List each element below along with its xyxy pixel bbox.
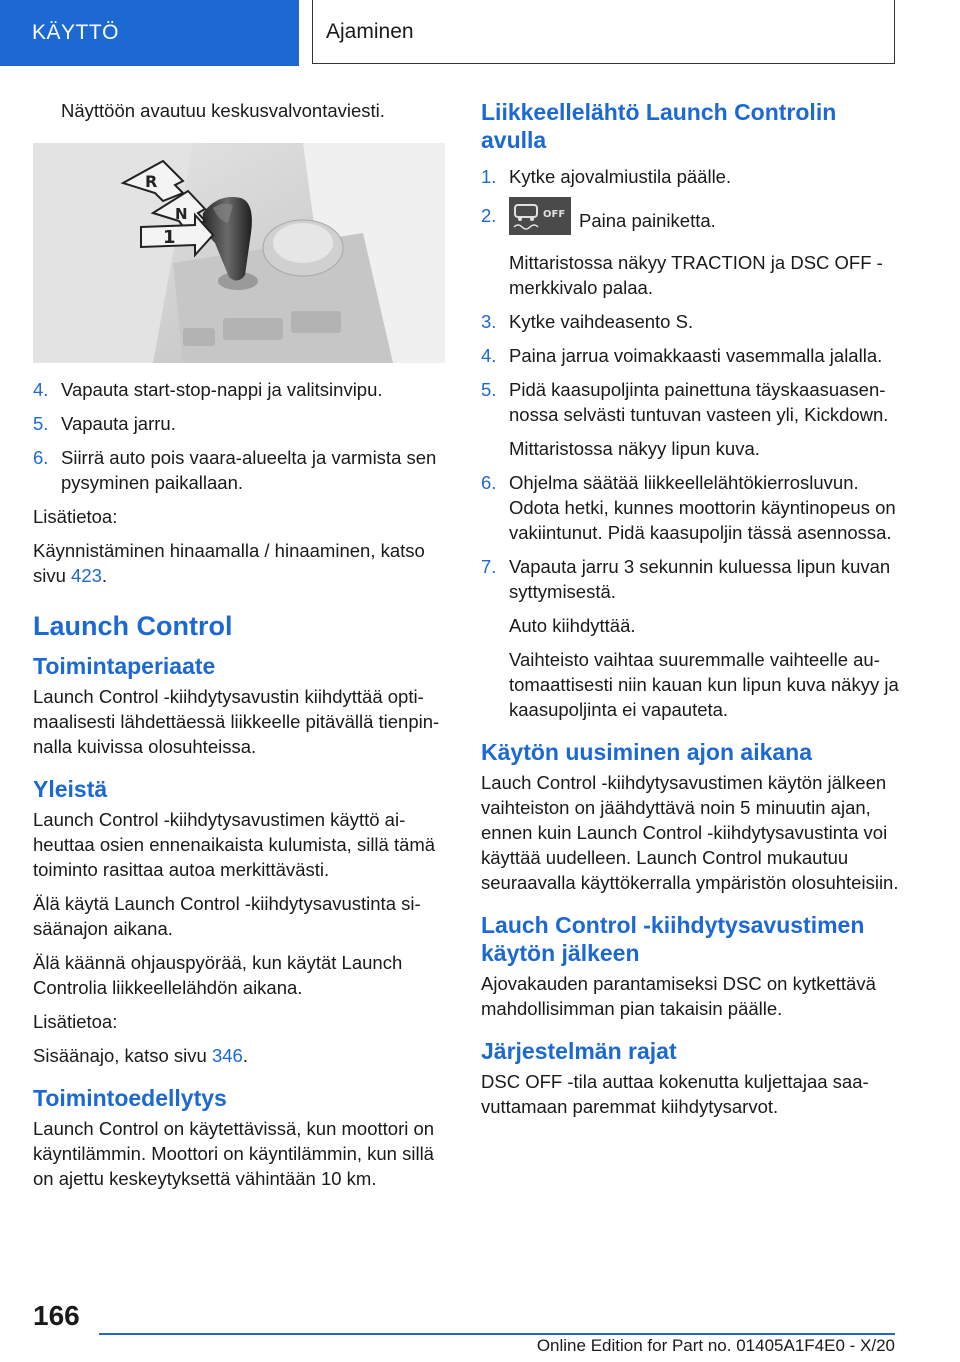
step-sub-text: Vaihteisto vaihtaa suuremmalle vaihteelle automaattisesti niin kauan kun lipun kuva näkyy ja kaasupoljinta ei vapauteta.: [509, 649, 899, 720]
list-item: [481, 377, 901, 461]
page-header: [0, 0, 960, 66]
callout-r: R: [145, 172, 158, 191]
gear-selector-photo: [33, 143, 445, 363]
left-column: [33, 98, 445, 1200]
after-use-heading: Lauch Control -kiihdytysavustimen käytön jälkeen: [481, 912, 865, 966]
callout-n: N: [175, 205, 188, 223]
right-column: [481, 98, 901, 1128]
list-item: [481, 309, 901, 334]
cross-reference: [33, 538, 445, 588]
more-info-label: Lisätietoa:: [33, 506, 118, 527]
list-item: [33, 377, 445, 402]
step-text: Paina jarrua voimakkaasti vasemmalla jalalla.: [509, 345, 883, 366]
repeat-use-heading: Käytön uusiminen ajon aikana: [481, 739, 813, 765]
list-item: [33, 411, 445, 436]
step-text: Vapauta start-stop-nappi ja valitsinvipu.: [61, 379, 383, 400]
step-number: 2.: [481, 205, 497, 226]
general-paragraph: Älä käytä Launch Control -kiihdytysavustinta sisäänajon aikana.: [33, 893, 421, 939]
launch-control-heading: Launch Control: [33, 611, 233, 641]
principle-text: Launch Control -kiihdytysavustin kiihdyttää optimaalisesti lähdettäessä liikkeelle pitävällä tienpinnalla kuivissa olosuhteissa.: [33, 686, 440, 757]
repeat-use-text: Lauch Control -kiihdytysavustimen käytön jälkeen vaihteiston on jäähdyttävä noin 5 minuutin ajan, ennen kuin Launch Control -kiihdytysavustinta voi käyttää uudelleen. Launch Control mukautuu seuraavalla käyttökerralla ympäristön olosuhteisiin.: [481, 772, 899, 893]
step-text: Vapauta jarru.: [61, 413, 176, 434]
callout-1: 1: [163, 227, 176, 248]
step-sub-text: Auto kiihdyttää.: [509, 615, 636, 636]
step-text: Siirrä auto pois vaara-alueelta ja varmista sen pysyminen paikallaan.: [61, 447, 437, 493]
step-number: 4.: [33, 379, 49, 400]
step-text: Paina painiketta.: [579, 209, 716, 231]
chapter-tab[interactable]: KÄYTTÖ: [0, 0, 299, 66]
intro-text: Näyttöön avautuu keskusvalvontaviesti.: [61, 100, 385, 121]
list-item: [33, 445, 445, 495]
system-limits-heading: Järjestelmän rajat: [481, 1038, 677, 1064]
step-number: 5.: [481, 379, 497, 400]
after-use-text: Ajovakauden parantamiseksi DSC on kytkettävä mahdollisimman pian takaisin päälle.: [481, 973, 876, 1019]
reference-end: .: [242, 1045, 248, 1066]
step-number: 6.: [481, 472, 497, 493]
step-text: Kytke vaihdeasento S.: [509, 311, 694, 332]
page-number: 166: [33, 1300, 80, 1331]
off-label: OFF: [543, 209, 566, 220]
dsc-off-icon: [509, 197, 571, 235]
general-heading: Yleistä: [33, 776, 108, 802]
step-sub-text: Mittaristossa näkyy TRACTION ja DSC OFF -merkkivalo palaa.: [509, 252, 883, 298]
step-sub-text: Mittaristossa näkyy lipun kuva.: [509, 438, 760, 459]
list-item: [481, 470, 901, 545]
left-steps-list: [33, 377, 445, 495]
principle-heading: Toimintaperiaate: [33, 653, 216, 679]
step-text: Pidä kaasupoljinta painettuna täyskaasuasennossa selvästi tuntuvan vasteen yli, Kickdown.: [509, 379, 889, 425]
general-paragraph: Älä käännä ohjauspyörää, kun käytät Launch Controlia liikkeellelähdön aikana.: [33, 952, 403, 998]
reference-text: Sisäänajo, katso sivu: [33, 1045, 212, 1066]
gear-selector-illustration: [33, 143, 445, 363]
page-link[interactable]: 423: [71, 565, 102, 586]
footer-divider: [99, 1333, 895, 1335]
more-info-label: Lisätietoa:: [33, 1011, 118, 1032]
cross-reference: [33, 1043, 445, 1068]
step-number: 1.: [481, 166, 497, 187]
section-title: Ajaminen: [312, 0, 895, 64]
step-number: 5.: [33, 413, 49, 434]
step-number: 4.: [481, 345, 497, 366]
reference-end: .: [101, 565, 108, 586]
system-limits-text: DSC OFF -tila auttaa kokenutta kuljettajaa saavuttamaan paremmat kiihdytysarvot.: [481, 1071, 869, 1117]
step-text: Kytke ajovalmiustila päälle.: [509, 166, 732, 187]
requirement-text: Launch Control on käytettävissä, kun moottori on käyntilämmin. Moottori on käyntilämmin, kun sillä on ajettu keskeytyksettä vähintään 10 km.: [33, 1118, 435, 1189]
right-steps-list: [481, 164, 901, 722]
step-number: 3.: [481, 311, 497, 332]
reference-text: Käynnistäminen hinaamalla / hinaaminen, katso sivu: [33, 540, 425, 586]
edition-note: Online Edition for Part no. 01405A1F4E0 - X/20: [536, 1336, 895, 1355]
page-link[interactable]: 346: [211, 1045, 243, 1066]
launch-procedure-heading: Liikkeellelähtö Launch Controlin avulla: [481, 99, 837, 153]
step-number: 6.: [33, 447, 49, 468]
list-item: [481, 203, 901, 300]
list-item: [481, 554, 901, 722]
step-text: Ohjelma säätää liikkeellelähtökierrosluvun. Odota hetki, kunnes moottorin käyntinopeus on vakiintunut. Pidä kaasupoljin tässä asennossa.: [509, 472, 896, 543]
list-item: [481, 164, 901, 189]
requirement-heading: Toimintoedellytys: [33, 1085, 227, 1111]
general-paragraph: Launch Control -kiihdytysavustimen käyttö aiheuttaa osien ennenaikaista kulumista, sillä tämä toiminto rasittaa autoa merkittävästi.: [33, 809, 436, 880]
traction-off-button-icon: [509, 197, 571, 235]
step-number: 7.: [481, 556, 497, 577]
list-item: [481, 343, 901, 368]
step-text: Vapauta jarru 3 sekunnin kuluessa lipun kuvan syttymisestä.: [509, 556, 891, 602]
